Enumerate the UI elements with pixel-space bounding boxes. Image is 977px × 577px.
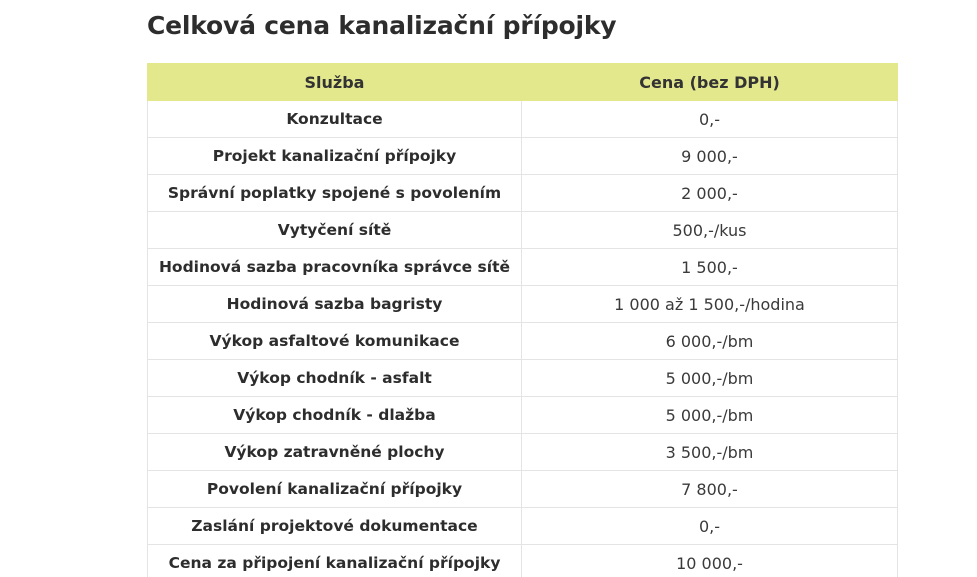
price-cell: 5 000,-/bm (522, 397, 898, 434)
service-cell: Výkop chodník - dlažba (148, 397, 522, 434)
table-header-row (148, 64, 898, 101)
price-cell: 6 000,-/bm (522, 323, 898, 360)
table-row (148, 101, 898, 138)
table-row (148, 434, 898, 471)
column-header-price: Cena (bez DPH) (522, 64, 898, 101)
table-row (148, 175, 898, 212)
table-row (148, 360, 898, 397)
price-cell: 0,- (522, 508, 898, 545)
service-cell: Projekt kanalizační přípojky (148, 138, 522, 175)
table-row (148, 397, 898, 434)
service-cell: Povolení kanalizační přípojky (148, 471, 522, 508)
price-cell: 500,-/kus (522, 212, 898, 249)
price-cell: 10 000,- (522, 545, 898, 577)
table-row (148, 138, 898, 175)
table-row (148, 545, 898, 577)
service-cell: Správní poplatky spojené s povolením (148, 175, 522, 212)
service-cell: Vytyčení sítě (148, 212, 522, 249)
page-title: Celková cena kanalizační přípojky (147, 11, 617, 40)
service-cell: Hodinová sazba pracovníka správce sítě (148, 249, 522, 286)
service-cell: Hodinová sazba bagristy (148, 286, 522, 323)
price-cell: 0,- (522, 101, 898, 138)
table-row (148, 286, 898, 323)
price-cell: 7 800,- (522, 471, 898, 508)
service-cell: Konzultace (148, 101, 522, 138)
table-row (148, 323, 898, 360)
service-cell: Výkop asfaltové komunikace (148, 323, 522, 360)
table-row (148, 471, 898, 508)
service-cell: Výkop chodník - asfalt (148, 360, 522, 397)
price-cell: 5 000,-/bm (522, 360, 898, 397)
price-cell: 1 500,- (522, 249, 898, 286)
table-row (148, 212, 898, 249)
price-cell: 1 000 až 1 500,-/hodina (522, 286, 898, 323)
price-table (147, 63, 898, 577)
table-row (148, 249, 898, 286)
price-cell: 9 000,- (522, 138, 898, 175)
service-cell: Zaslání projektové dokumentace (148, 508, 522, 545)
price-cell: 3 500,-/bm (522, 434, 898, 471)
column-header-service: Služba (148, 64, 522, 101)
service-cell: Cena za připojení kanalizační přípojky (148, 545, 522, 577)
table-row (148, 508, 898, 545)
service-cell: Výkop zatravněné plochy (148, 434, 522, 471)
price-cell: 2 000,- (522, 175, 898, 212)
